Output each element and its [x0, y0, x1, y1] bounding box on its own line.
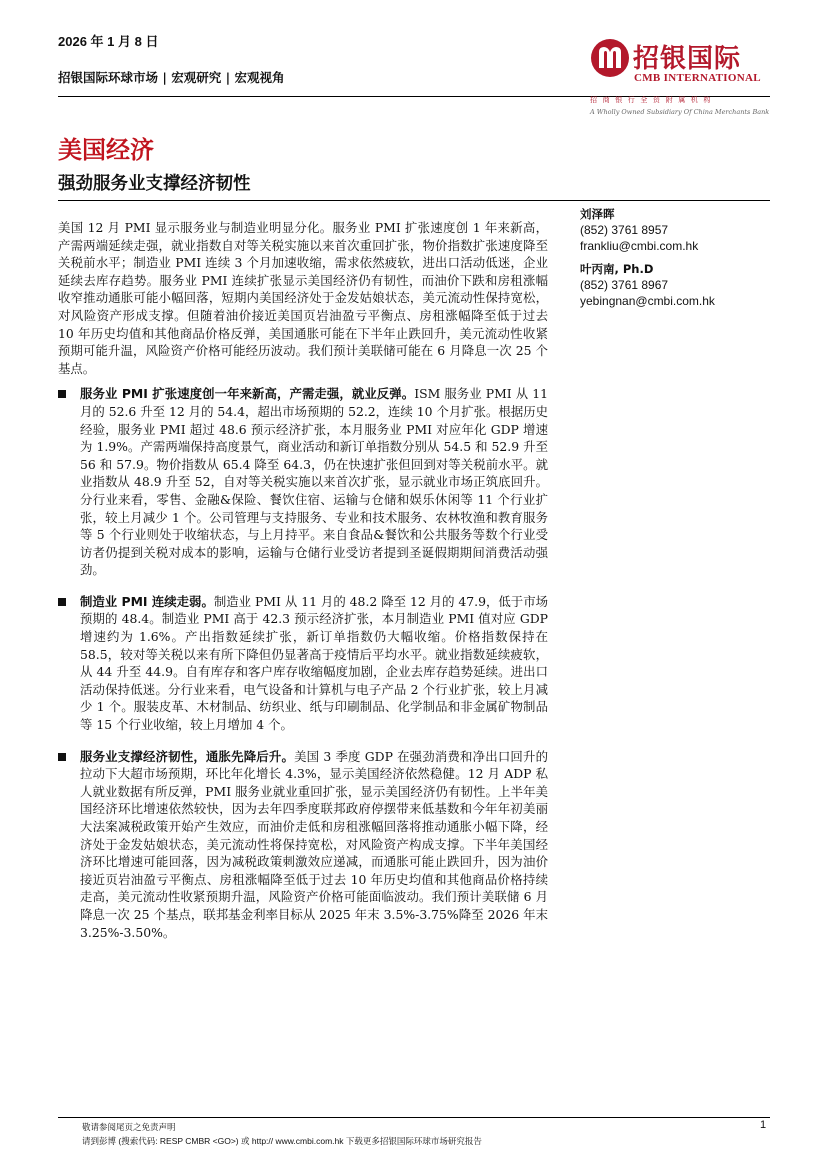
report-date: 2026 年 1 月 8 日 [58, 34, 159, 49]
analyst-name: 叶丙南, Ph.D [580, 262, 654, 276]
bullet-text: 美国 3 季度 GDP 在强劲消费和净出口回升的拉动下大超市场预期，环比年化增长 4.3%，显示美国经济依然稳健。12 月 ADP 私人就业数据有所反弹，PMI 服务业就业重回扩张，显示美国经济仍有韧性。上半年美国经济环比增速依然较快，因为去年四季度联邦政府停摆带来低基数和今年年初美丽大法案减税政策开始产生效应，而油价走低和房租涨幅回落将推动通胀小幅下降，经济处于金发姑娘状态，美元流动性将保持宽松，对风险资产构成支撑。下半年美国经济环比增速可能回落，因为减税政策刺激效应递减，而通胀可能止跌回升，因为油价接近页岩油盈亏平衡点、房租涨幅降至低于过去 10 年历史均值和其他商品价格持续走高，美元流动性收紧预期升温，风险资产价格可能面临波动。我们预计美联储 6 月降息一次 25 个基点，联邦基金利率目标从 2025 年末 3.5%-3.75%降至 2026 年末 3.25%-3.50%。 [80, 748, 549, 940]
cmbi-logo-icon [590, 38, 630, 78]
analyst-card [580, 261, 780, 309]
logo-tagline-chinese: 招商银行全资附属机构 [590, 96, 716, 104]
footer-disclaimer: 敬请参阅尾页之免责声明 [82, 1123, 176, 1133]
bullet-services-pmi [58, 385, 548, 579]
analyst-email[interactable]: yebingnan@cmbi.com.hk [580, 294, 715, 308]
section-title: 美国经济 [58, 136, 154, 164]
logo-english-name: CMB INTERNATIONAL [634, 72, 761, 84]
page-number: 1 [760, 1119, 767, 1131]
bullet-outlook [58, 748, 548, 942]
analyst-phone: (852) 3761 8967 [580, 278, 669, 292]
logo-tagline-english: A Wholly Owned Subsidiary Of China Merchants Bank [590, 108, 770, 116]
bullet-square-icon [58, 598, 66, 606]
bullet-square-icon [58, 753, 66, 761]
analyst-panel [580, 206, 780, 316]
bullet-text: ISM 服务业 PMI 从 11 月的 52.6 升至 12 月的 54.4，超出市场预期的 52.2，连续 10 个月扩张。根据历史经验，服务业 PMI 超过 48.6 预示经济扩张，本月服务业 PMI 对应年化 GDP 增速为 1.9%。产需两端保持高度景气，商业活动和新订单指数分别从 54.5 和 52.9 升至 56 和 57.9。物价指数从 65.4 降至 64.3，仍在快速扩张但回到对等关税前水平。就业指数从 48.9 升至 52，自对等关税实施以来首次扩张，显示就业市场正筑底回升。分行业来看，零售、金融&保险、餐饮住宿、运输与仓储和娱乐休闲等 11 个行业扩张，较上月减少 1 个。公司管理与支持服务、专业和技术服务、农林牧渔和教育服务等 5 个行业则处于收缩状态，与上月持平。来自食品&餐饮和公共服务等数个行业受访者仍提到关税对成本的影响，运输与仓储行业受访者提到圣诞假期期间消费活动强劲。 [80, 386, 548, 578]
bullet-lead: 服务业支撑经济韧性，通胀先降后升。 [80, 748, 295, 764]
analyst-card [580, 206, 780, 254]
bullet-text: 制造业 PMI 从 11 月的 48.2 降至 12 月的 47.9，低于市场预期的 48.4。制造业 PMI 高于 42.3 预示经济扩张，本月制造业 PMI 值对应 GDP 增速约为 1.6%。产出指数延续扩张，新订单指数仍大幅收缩。价格指数保持在 58.5，较对等关税以来有所下降但仍显著高于疫情后平均水平。就业指数延续疲软，从 44 升至 44.9。自有库存和客户库存收缩幅度加剧，企业去库存趋势延续。进出口活动保持低迷。分行业来看，电气设备和计算机与电子产品 2 个行业扩张，较上月减少 1 个。服装皮革、木材制品、纺织业、纸与印刷制品、化学制品和非金属矿物制品等 15 个行业收缩，较上月增加 4 个。 [80, 593, 548, 733]
report-body [58, 219, 548, 955]
analyst-phone: (852) 3761 8957 [580, 223, 669, 237]
footer-divider [58, 1117, 770, 1118]
footer-download-link[interactable]: 请到彭博 (搜索代码: RESP CMBR <GO>) 或 http:// www.cmbi.com.hk 下载更多招银国际环球市场研究报告 [82, 1136, 482, 1146]
report-headline: 强劲服务业支撑经济韧性 [58, 174, 251, 194]
bullet-lead: 制造业 PMI 连续走弱。 [80, 593, 214, 609]
logo-chinese-name: 招银国际 [633, 44, 742, 74]
intro-paragraph: 美国 12 月 PMI 显示服务业与制造业明显分化。服务业 PMI 扩张速度创 1 年来新高，产需两端延续走强，就业指数自对等关税实施以来首次重回扩张，物价指数扩张速度降至关税前水平；制造业 PMI 连续 3 个月加速收缩，需求依然疲软，进出口活动低迷，企业延续去库存趋势。服务业 PMI 连续扩张显示美国经济仍有韧性，而油价下跌和房租涨幅收窄推动通胀可能小幅回落，短期内美国经济处于金发姑娘状态，美元流动性保持宽松，对风险资产形成支撑。但随着油价接近美国页岩油盈亏平衡点、房租涨幅降至低于过去 10 年历史均值和其他商品价格反弹，美国通胀可能在下半年止跌回升，美元流动性收紧预期可能升温，风险资产价格可能经历波动。我们预计美联储可能在 6 月降息一次 25 个基点。 [58, 220, 548, 376]
bullet-lead: 服务业 PMI 扩张速度创一年来新高，产需走强，就业反弹。 [80, 386, 415, 402]
bullet-manufacturing-pmi [58, 593, 548, 734]
report-series: 招银国际环球市场 | 宏观研究 | 宏观视角 [58, 70, 285, 85]
bullet-square-icon [58, 390, 66, 398]
analyst-name: 刘泽晖 [580, 207, 615, 221]
analyst-email[interactable]: frankliu@cmbi.com.hk [580, 239, 699, 253]
title-divider [58, 200, 770, 201]
cmbi-logo [590, 38, 780, 128]
